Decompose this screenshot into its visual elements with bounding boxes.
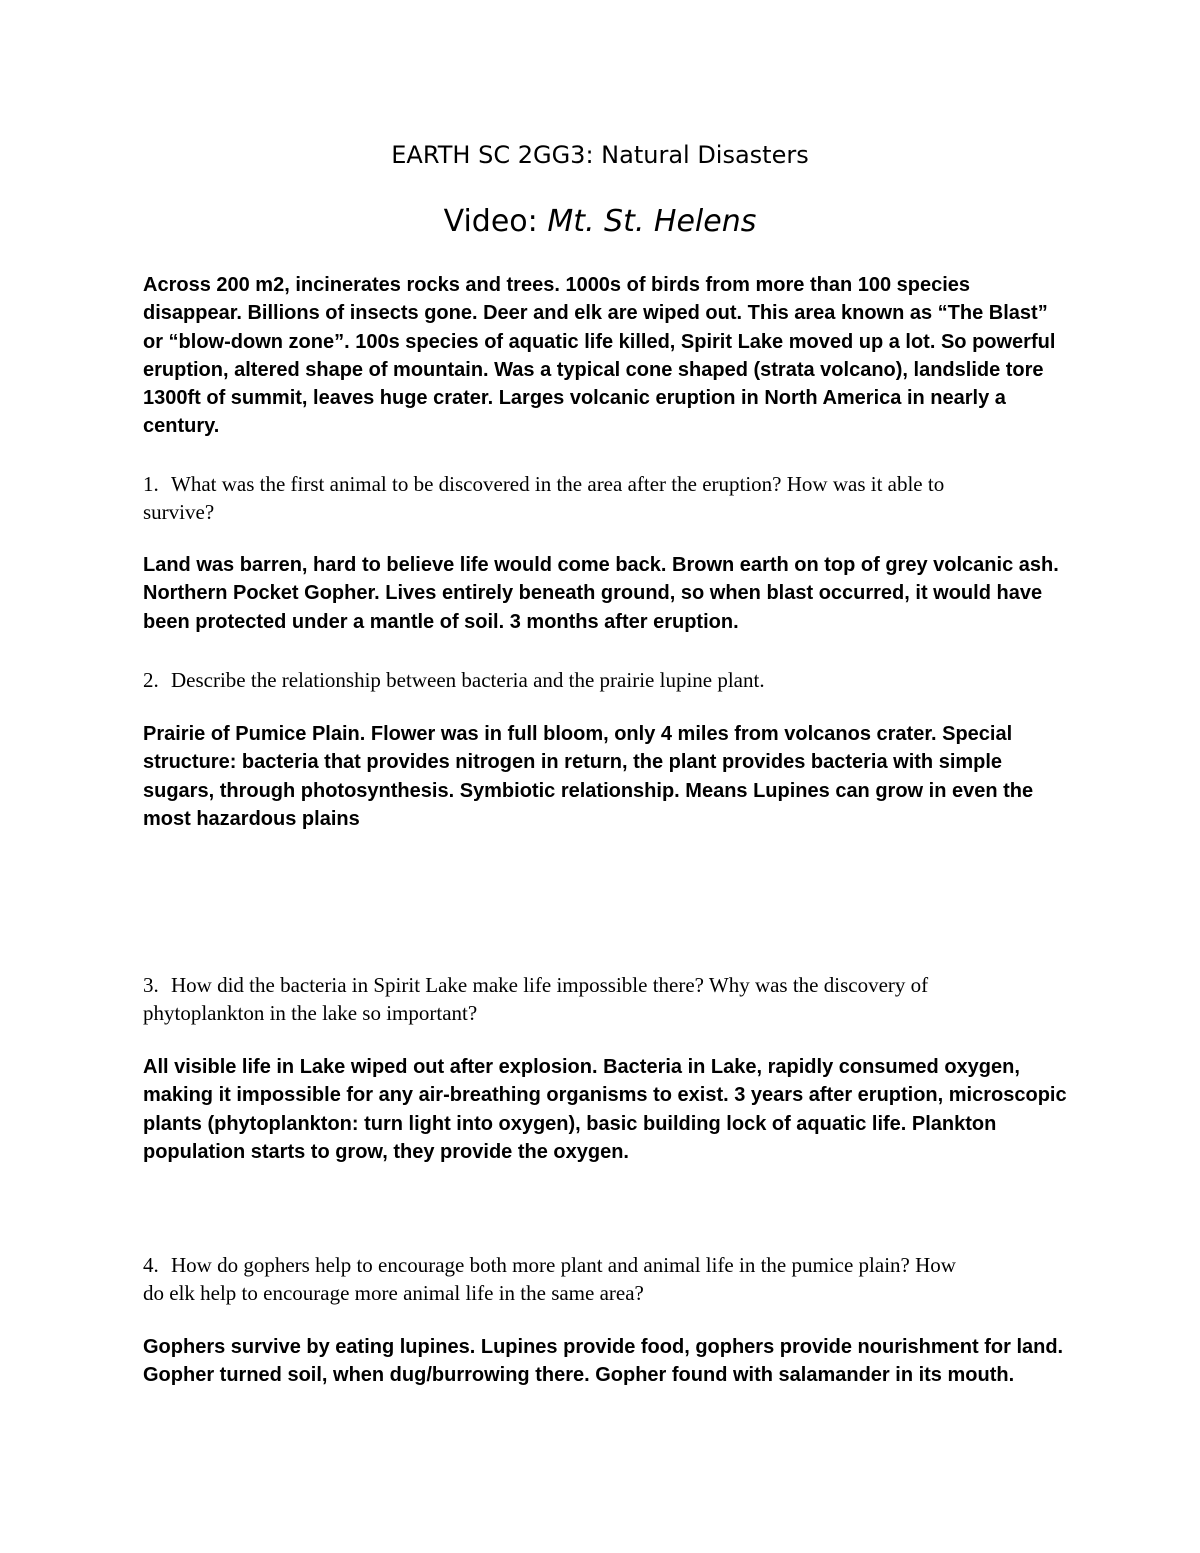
video-title bbox=[0, 204, 1200, 239]
intro-line: century. bbox=[143, 415, 220, 438]
question-4 bbox=[143, 1251, 1063, 1307]
intro-line: or “blow-down zone”. 100s species of aquatic life killed, Spirit Lake moved up a lot. So powerful bbox=[143, 330, 1056, 353]
question-3 bbox=[143, 971, 1063, 1027]
answer-4 bbox=[143, 1333, 1063, 1390]
intro-line: Across 200 m2, incinerates rocks and trees. 1000s of birds from more than 100 species bbox=[143, 274, 971, 296]
answer-line: Prairie of Pumice Plain. Flower was in full bloom, only 4 miles from volcanos crater. Special bbox=[143, 723, 1013, 745]
video-title-prefix: Video: bbox=[443, 204, 548, 239]
course-title: EARTH SC 2GG3: Natural Disasters bbox=[391, 141, 809, 169]
question-number: 4. bbox=[143, 1253, 159, 1277]
intro-line: eruption, altered shape of mountain. Was a typical cone shaped (strata volcano), landslide tore bbox=[143, 358, 1044, 381]
video-title-name: Mt. St. Helens bbox=[547, 204, 757, 239]
answer-line: most hazardous plains bbox=[143, 807, 360, 830]
question-number: 2. bbox=[143, 668, 159, 692]
question-text: How did the bacteria in Spirit Lake make life impossible there? Why was the discovery of bbox=[171, 973, 929, 997]
answer-line: structure: bacteria that provides nitrogen in return, the plant provides bacteria with simple bbox=[143, 751, 1003, 774]
answer-line: Land was barren, hard to believe life would come back. Brown earth on top of grey volcanic ash. bbox=[143, 554, 1059, 576]
answer-line: making it impossible for any air-breathing organisms to exist. 3 years after eruption, microscopic bbox=[143, 1084, 1067, 1107]
question-1-line bbox=[143, 470, 1063, 498]
answer-line-rest: . Lives entirely beneath ground, so when blast occurred, it would have bbox=[374, 582, 1043, 605]
question-text: How do gophers help to encourage both more plant and animal life in the pumice plain? How bbox=[171, 1253, 956, 1277]
question-text: What was the first animal to be discovered in the area after the eruption? How was it able to bbox=[171, 472, 945, 496]
answer-line: sugars, through photosynthesis. Symbiotic relationship. Means Lupines can grow in even the bbox=[143, 779, 1034, 802]
question-4-line: do elk help to encourage more animal life in the same area? bbox=[143, 1281, 644, 1305]
question-2 bbox=[143, 666, 1063, 694]
intro-paragraph bbox=[143, 271, 1063, 441]
question-3-line bbox=[143, 971, 1063, 999]
question-3-line: phytoplankton in the lake so important? bbox=[143, 1001, 478, 1025]
question-1 bbox=[143, 470, 1063, 526]
intro-line: 1300ft of summit, leaves huge crater. Larges volcanic eruption in North America in nearly a bbox=[143, 387, 1006, 410]
answer-line: been protected under a mantle of soil. 3 months after eruption. bbox=[143, 610, 739, 633]
question-2-line bbox=[143, 666, 1063, 694]
question-4-line bbox=[143, 1251, 1063, 1279]
answer-2 bbox=[143, 720, 1063, 833]
answer-line: Gophers survive by eating lupines. Lupines provide food, gophers provide nourishment for land. bbox=[143, 1336, 1064, 1358]
answer-line: All visible life in Lake wiped out after explosion. Bacteria in Lake, rapidly consumed oxygen, bbox=[143, 1056, 1020, 1078]
question-text: Describe the relationship between bacteria and the prairie lupine plant. bbox=[171, 668, 765, 692]
answer-line: Gopher turned soil, when dug/burrowing there. Gopher found with salamander in its mouth. bbox=[143, 1364, 1015, 1387]
answer-line bbox=[143, 579, 1063, 607]
answer-1 bbox=[143, 551, 1063, 636]
answer-3 bbox=[143, 1053, 1067, 1166]
answer-key-term: Northern Pocket Gopher bbox=[143, 582, 375, 605]
answer-line: plants (phytoplankton: turn light into oxygen), basic building lock of aquatic life. Plankton bbox=[143, 1112, 997, 1135]
question-number: 1. bbox=[143, 472, 159, 496]
question-1-line: survive? bbox=[143, 500, 215, 524]
question-number: 3. bbox=[143, 973, 159, 997]
intro-line: disappear. Billions of insects gone. Deer and elk are wiped out. This area known as “The Blast” bbox=[143, 302, 1048, 325]
answer-line: population starts to grow, they provide the oxygen. bbox=[143, 1140, 629, 1163]
